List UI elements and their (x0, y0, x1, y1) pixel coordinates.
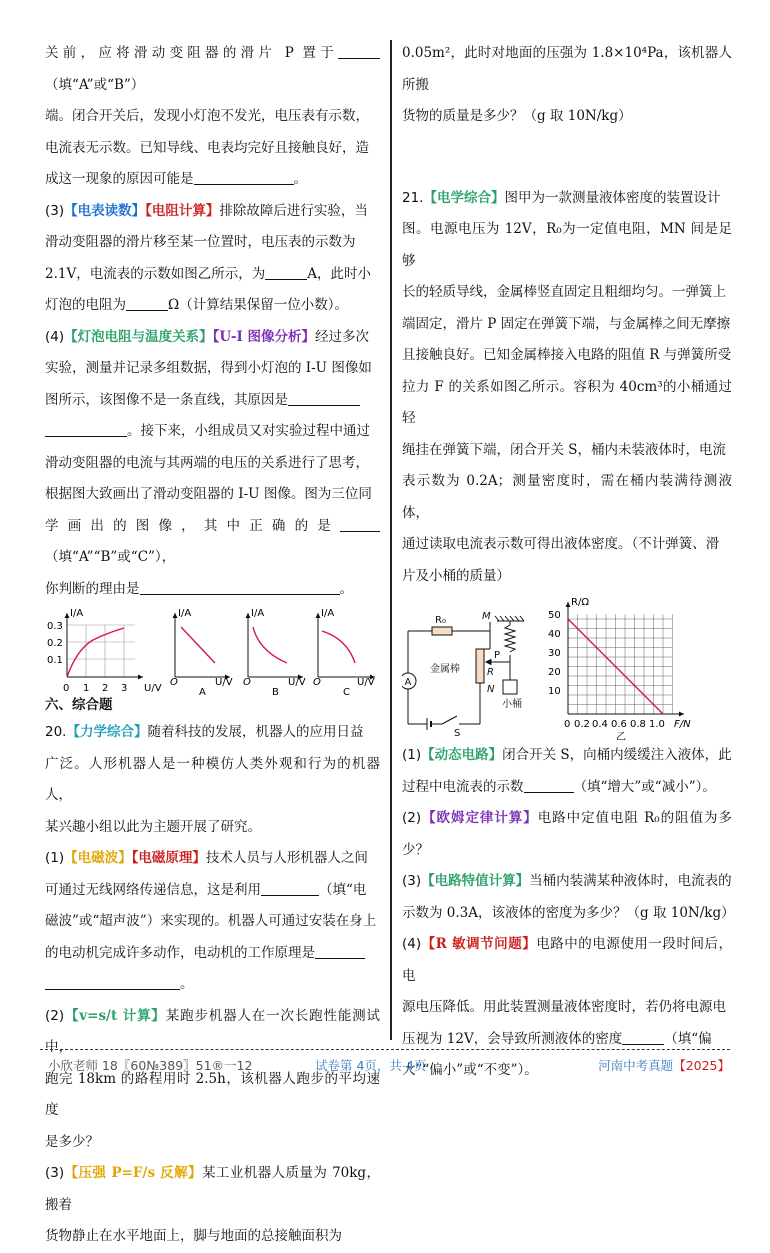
text-line: 你判断的理由是 。 (45, 580, 353, 597)
bucket-label: 小桶 (502, 699, 522, 710)
answer-blank[interactable] (524, 778, 574, 793)
origin-label: O (313, 677, 321, 688)
question-21: 21.【电学综合】图甲为一款测量液体密度的装置设计 (402, 189, 721, 206)
text-line: 大”“偏小”或“不变”）。 (402, 1062, 538, 1078)
question-20-3: (3)【压强 P=F/s 反解】某工业机器人质量为 70kg，搬着 (45, 1165, 381, 1213)
text-line: 货物的质量是多少？（g 取 10N/kg） (402, 108, 632, 124)
text-line: 实验，测量并记录多组数据，得到小灯泡的 I-U 图像如 (45, 360, 372, 376)
tag-mechanics: 【力学综合】 (66, 724, 148, 740)
question-3: (3)【电表读数】【电阻计算】排除故障后进行实验，当 (45, 202, 368, 219)
text-line: 图所示，该图像不是一条直线，其原因是 (45, 385, 380, 417)
text-line: 可通过无线网络传递信息，这是利用 （填“电 (45, 881, 367, 898)
text-line: 某兴趣小组以此为主题开展了研究。 (45, 818, 261, 835)
answer-blank[interactable] (140, 580, 340, 595)
text-line: 过程中电流表的示数 （填“增大”或“减小”）。 (402, 778, 716, 795)
answer-blank[interactable] (126, 296, 168, 311)
tick-label: 40 (548, 629, 561, 640)
circuit-diagram (402, 616, 524, 730)
tag-em-wave: 【电磁波】 (64, 850, 132, 866)
text-line: 端。闭合开关后，发现小灯泡不发光，电压表有示数， (45, 108, 369, 124)
question-20-1: (1)【电磁波】【电磁原理】技术人员与人形机器人之间 (45, 850, 368, 866)
text-line: 源电压降低。用此装置测量液体密度时，若仍将电源电 (402, 999, 726, 1015)
answer-blank[interactable] (288, 391, 360, 406)
text-line: 关前，应将滑动变阻器的滑片 P 置于（填“A”或“B”） (45, 38, 380, 101)
graph-yi (548, 597, 691, 740)
answer-blank[interactable] (261, 881, 319, 896)
ammeter-icon: A (404, 677, 412, 688)
text-line: 。 (45, 969, 380, 1001)
tick-label: 0 (63, 683, 70, 694)
tag-circuit-value: 【电路特值计算】 (421, 873, 530, 889)
text-line: 压视为 12V，会导致所测液体的密度 （填“偏 (402, 1030, 712, 1047)
question-21-3: (3)【电路特值计算】当桶内装满某种液体时，电流表的 (402, 873, 732, 889)
text-line: 片及小桶的质量） (402, 567, 510, 584)
iu-graphs-svg (45, 605, 380, 697)
tick-label: 0.2 (574, 719, 590, 730)
axis-label: I/A (251, 608, 265, 619)
text-line: 的电动机完成许多动作，电动机的工作原理是 (45, 938, 380, 970)
tick-label: 0.8 (630, 719, 646, 730)
text-line: 0.05m²，此时对地面的压强为 1.8×10⁴Pa，该机器人所搬 (402, 45, 732, 93)
p-label: P (494, 650, 501, 661)
tag-pressure: 【压强 P=F/s 反解】 (64, 1165, 202, 1181)
graph-a (170, 608, 233, 697)
footer-author: 小欣老师 18〖60№389〗51®一12 (48, 1058, 253, 1073)
tick-label: 0.2 (47, 638, 63, 649)
n-label: N (487, 684, 495, 695)
right-column (402, 38, 735, 1087)
text-line: 灯泡的电阻为 Ω（计算结果保留一位小数）。 (45, 297, 348, 313)
origin-label: O (170, 677, 178, 688)
tick-label: 0 (564, 719, 571, 730)
rod-label: 金属棒 (430, 664, 460, 675)
tag-meter-reading: 【电表读数】 (64, 202, 146, 219)
tick-label: 0.1 (47, 655, 63, 666)
axis-label: U/V (144, 683, 162, 694)
answer-blank[interactable] (340, 517, 380, 532)
axis-label: U/V (288, 677, 306, 688)
question-4: (4)【灯泡电阻与温度关系】【U-I 图像分析】经过多次 (45, 328, 370, 345)
question-20-2: (2)【v=s/t 计算】某跑步机器人在一次长跑性能测试中， (45, 1007, 381, 1055)
page-number: 试卷第 4页，共 4页 (315, 1058, 427, 1073)
text-line: 学画出的图像，其中正确的是（填“A”“B”或“C”）， (45, 511, 380, 574)
tag-r-sensitivity: 【R 敏调节问题】 (421, 936, 537, 952)
text-line: 跑完 18km 的路程用时 2.5h，该机器人跑步的平均速度 (45, 1070, 380, 1118)
axis-label: I/A (178, 608, 192, 619)
tick-label: 3 (121, 683, 128, 694)
text-line: 2.1V，电流表的示数如图乙所示，为 A，此时小 (45, 265, 371, 282)
r0-label: R₀ (435, 615, 446, 626)
text-line: 货物静止在水平地面上，脚与地面的总接触面积为 (45, 1228, 342, 1244)
question-21-1: (1)【动态电路】闭合开关 S，向桶内缓缓注入液体，此 (402, 747, 732, 763)
answer-blank[interactable] (194, 170, 294, 185)
column-divider (390, 40, 392, 1040)
text-line: 拉力 F 的关系如图乙所示。容积为 40cm³的小桶通过轻 (402, 378, 732, 426)
answer-blank[interactable] (315, 944, 365, 959)
tag-resistance-calc: 【电阻计算】 (145, 202, 220, 219)
axis-label: R/Ω (571, 597, 589, 608)
figure-caption: 乙 (616, 732, 626, 740)
graph-caption: C (343, 687, 350, 697)
answer-blank[interactable] (338, 44, 380, 59)
tag-ui-graph: 【U-I 图像分析】 (212, 328, 316, 345)
answer-blank[interactable] (45, 422, 127, 437)
graph-caption: A (199, 687, 206, 697)
lamp-iu-graph (47, 608, 162, 694)
question-21-2: (2)【欧姆定律计算】电路中定值电阻 R₀的阻值为多少？ (402, 810, 732, 858)
text-line: 是多少？ (45, 1133, 99, 1150)
question-20: 20.【力学综合】随着科技的发展，机器人的应用日益 (45, 724, 364, 740)
text-line: 长的轻质导线，金属棒竖直固定且粗细均匀。一弹簧上 (402, 284, 726, 300)
text-line: 滑动变阻器的电流与其两端的电压的关系进行了思考， (45, 454, 369, 471)
answer-blank[interactable] (622, 1030, 664, 1045)
text-line: 且接触良好。已知金属棒接入电路的阻值 R 与弹簧所受 (402, 347, 732, 363)
text-line: 示数为 0.3A，该液体的密度为多少？（g 取 10N/kg） (402, 904, 735, 921)
text-line: 电流表无示数。已知导线、电表均完好且接触良好，造 (45, 139, 369, 156)
graph-caption: B (272, 687, 279, 697)
tick-label: 10 (548, 686, 561, 697)
text-line: 广泛。人形机器人是一种模仿人类外观和行为的机器人， (45, 755, 380, 803)
tick-label: 1.0 (649, 719, 665, 730)
tick-label: 20 (548, 667, 561, 678)
question-21-4: (4)【R 敏调节问题】电路中的电源使用一段时间后，电 (402, 936, 733, 984)
origin-label: O (243, 677, 251, 688)
text-line: 通过读取电流表示数可得出液体密度。（不计弹簧、滑 (402, 536, 720, 552)
tag-lamp-resistance-temp: 【灯泡电阻与温度关系】 (64, 328, 213, 345)
tick-label: 30 (548, 648, 561, 659)
section-heading: 六、综合题 (45, 697, 113, 713)
answer-blank[interactable] (45, 975, 180, 990)
axis-label: U/V (215, 677, 233, 688)
axis-label: I/A (70, 608, 84, 619)
text-line: 。接下来，小组成员又对实验过程中通过 (45, 416, 380, 448)
graph-c (313, 608, 375, 697)
tag-ohms-law: 【欧姆定律计算】 (421, 810, 538, 826)
m-label: M (482, 611, 491, 622)
axis-label: I/A (321, 608, 335, 619)
tag-em-principle: 【电磁原理】 (131, 850, 206, 866)
switch-label: S (454, 728, 461, 739)
text-line: 成这一现象的原因可能是 。 (45, 171, 307, 187)
circuit-labels (405, 611, 523, 740)
graph-b (243, 608, 306, 697)
axis-label: U/V (357, 677, 375, 688)
text-line: 磁波”或“超声波”）来实现的。机器人可通过安装在身上 (45, 913, 377, 929)
text-line: 端固定，滑片 P 固定在弹簧下端，与金属棒之间无摩擦 (402, 315, 731, 332)
axis-label: F/N (674, 719, 691, 730)
text-line: 滑动变阻器的滑片移至某一位置时，电压表的示数为 (45, 234, 356, 250)
tag-speed-calc: 【v=s/t 计算】 (64, 1007, 166, 1024)
text-line: 表示数为 0.2A；测量密度时，需在桶内装满待测液体， (402, 473, 732, 521)
figures-svg (402, 592, 732, 740)
figures-row (402, 592, 732, 740)
text-line: 根据图大致画出了滑动变阻器的 I-U 图像。图为三位同 (45, 486, 372, 502)
text-line: 绳挂在弹簧下端，闭合开关 S，桶内未装液体时，电流 (402, 441, 727, 458)
tick-label: 0.4 (592, 719, 608, 730)
r-label: R (487, 667, 494, 678)
answer-blank[interactable] (265, 265, 307, 280)
tick-label: 0.3 (47, 621, 63, 632)
text-line: 图。电源电压为 12V，R₀为一定值电阻，MN 间是足够 (402, 221, 732, 269)
tick-label: 0.6 (611, 719, 627, 730)
iu-graphs-row (45, 605, 380, 697)
tick-label: 1 (83, 683, 90, 694)
tag-electric: 【电学综合】 (423, 189, 505, 206)
tick-label: 50 (548, 610, 561, 621)
tag-dynamic-circuit: 【动态电路】 (421, 747, 503, 763)
tick-label: 2 (102, 683, 109, 694)
footer-source: 河南中考真题【2025】 (598, 1058, 730, 1073)
